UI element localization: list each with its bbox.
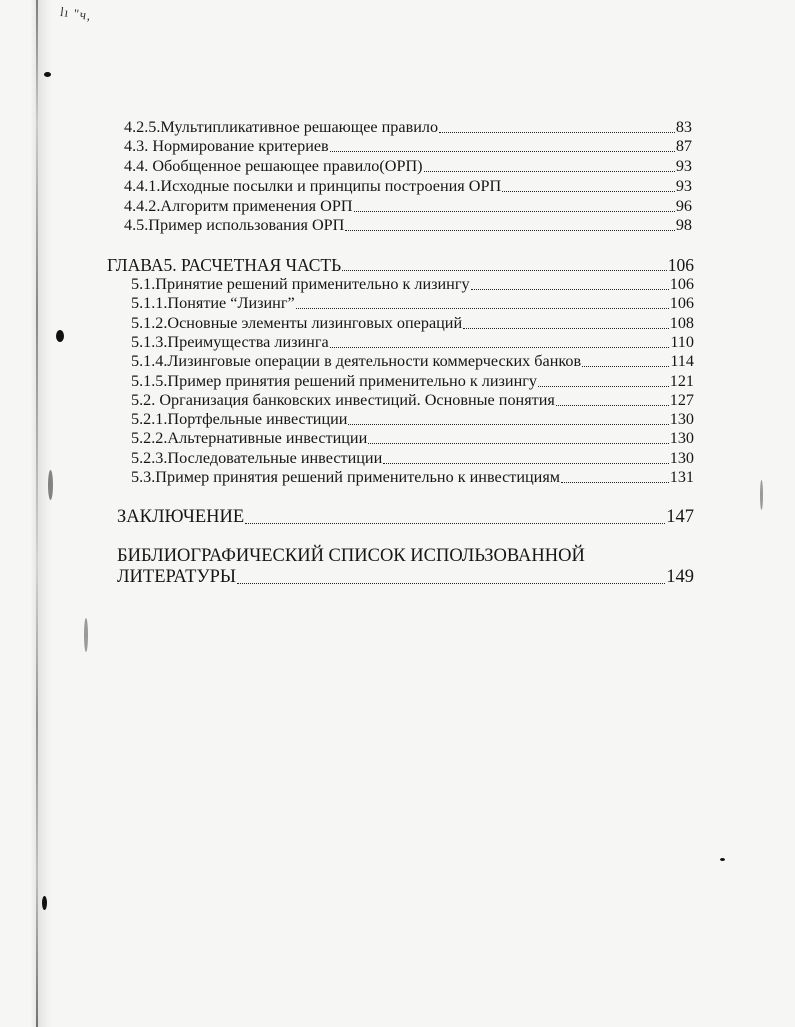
- toc-entry-title: 5.2.2.Альтернативные инвестиции: [131, 429, 368, 447]
- toc-bibliography-title-line2: ЛИТЕРАТУРЫ: [117, 567, 236, 587]
- toc-entry-title: 4.4.2.Алгоритм применения ОРП: [124, 197, 353, 215]
- toc-bibliography-title-line1: БИБЛИОГРАФИЧЕСКИЙ СПИСОК ИСПОЛЬЗОВАННОЙ: [117, 546, 585, 566]
- toc-entry-page: 130: [669, 429, 694, 447]
- toc-entry-title: 5.1.1.Понятие “Лизинг”: [131, 294, 295, 312]
- toc-entry: [131, 449, 694, 468]
- toc-chapter-page: 106: [667, 255, 694, 275]
- toc-entry-page: 110: [670, 333, 694, 351]
- toc-entry: [131, 468, 694, 487]
- toc-entry: [124, 137, 692, 156]
- scan-speck: [720, 858, 725, 861]
- toc-entry: [124, 197, 692, 216]
- toc-chapter-title: ГЛАВА5. РАСЧЕТНАЯ ЧАСТЬ: [107, 255, 342, 275]
- toc-entry-title: 5.2.1.Портфельные инвестиции: [131, 410, 348, 428]
- toc-entry-title: 4.4. Обобщенное решающее правило(ОРП): [124, 157, 423, 175]
- toc-entry-title: 4.5.Пример использования ОРП: [124, 216, 345, 234]
- toc-entry: [124, 216, 692, 235]
- toc-entry-title: 4.4.1.Исходные посылки и принципы построения ОРП: [124, 177, 502, 195]
- toc-entry-page: 114: [670, 352, 694, 370]
- toc-bibliography: [117, 566, 694, 588]
- scan-speck: [760, 480, 763, 510]
- toc-entry-page: 96: [675, 197, 692, 215]
- toc-entry-page: 131: [669, 468, 694, 486]
- toc-entry: [131, 372, 694, 391]
- toc-entry-title: 4.2.5.Мультипликативное решающее правило: [124, 118, 439, 136]
- toc-entry-page: 121: [669, 372, 694, 390]
- toc-entry-page: 108: [669, 314, 694, 332]
- toc-entry: [131, 294, 694, 313]
- toc-chapter: [107, 256, 694, 275]
- toc-entry-page: 93: [675, 157, 692, 175]
- toc-entry-title: 5.2. Организация банковских инвестиций. Основные понятия: [131, 391, 555, 409]
- toc-entry: [131, 333, 694, 352]
- toc-entry: [124, 177, 692, 196]
- toc-entry: [124, 157, 692, 176]
- toc-entry: [131, 352, 694, 371]
- toc-entry: [131, 429, 694, 448]
- toc-entry-title: 5.1.3.Преимущества лизинга: [131, 333, 329, 351]
- toc-entry: [131, 391, 694, 410]
- toc-entry-page: 130: [669, 449, 694, 467]
- toc-entry: [131, 314, 694, 333]
- scan-speck: [48, 470, 53, 500]
- toc-entry-page: 106: [669, 275, 694, 293]
- toc-entry-page: 83: [675, 118, 692, 136]
- toc-entry-page: 98: [675, 216, 692, 234]
- toc-entry: [131, 275, 694, 294]
- toc-entry-title: 5.1.4.Лизинговые операции в деятельности коммерческих банков: [131, 352, 582, 370]
- toc-entry-title: 5.2.3.Последовательные инвестиции: [131, 449, 383, 467]
- scan-shadow-edge: [30, 0, 52, 1027]
- toc-conclusion-page: 147: [666, 507, 694, 527]
- toc-entry: [124, 118, 692, 137]
- toc-entry-page: 106: [669, 294, 694, 312]
- scan-speck: [84, 618, 88, 652]
- toc-entry-page: 130: [669, 410, 694, 428]
- toc-conclusion-title: ЗАКЛЮЧЕНИЕ: [117, 507, 245, 527]
- toc-entry-page: 93: [675, 177, 692, 195]
- toc-entry-title: 5.1.Принятие решений применительно к лизингу: [131, 275, 470, 293]
- toc-entry-page: 87: [675, 137, 692, 155]
- toc-entry-title: 5.1.5.Пример принятия решений применительно к лизингу: [131, 372, 537, 390]
- scan-speck: [42, 896, 47, 910]
- scan-speck: [44, 72, 51, 77]
- toc-entry-title: 5.3.Пример принятия решений применительно к инвестициям: [131, 468, 561, 486]
- toc-entry-page: 127: [669, 391, 694, 409]
- scan-speck: [56, 330, 64, 342]
- toc-conclusion: [117, 506, 694, 528]
- toc-entry-title: 4.3. Нормирование критериев: [124, 137, 329, 155]
- corner-handwritten-mark: lı "ч,: [59, 3, 93, 24]
- scan-binding-line: [36, 0, 38, 1027]
- toc-bibliography-page: 149: [666, 567, 694, 587]
- toc-entry: [131, 410, 694, 429]
- toc-entry-title: 5.1.2.Основные элементы лизинговых операций: [131, 314, 463, 332]
